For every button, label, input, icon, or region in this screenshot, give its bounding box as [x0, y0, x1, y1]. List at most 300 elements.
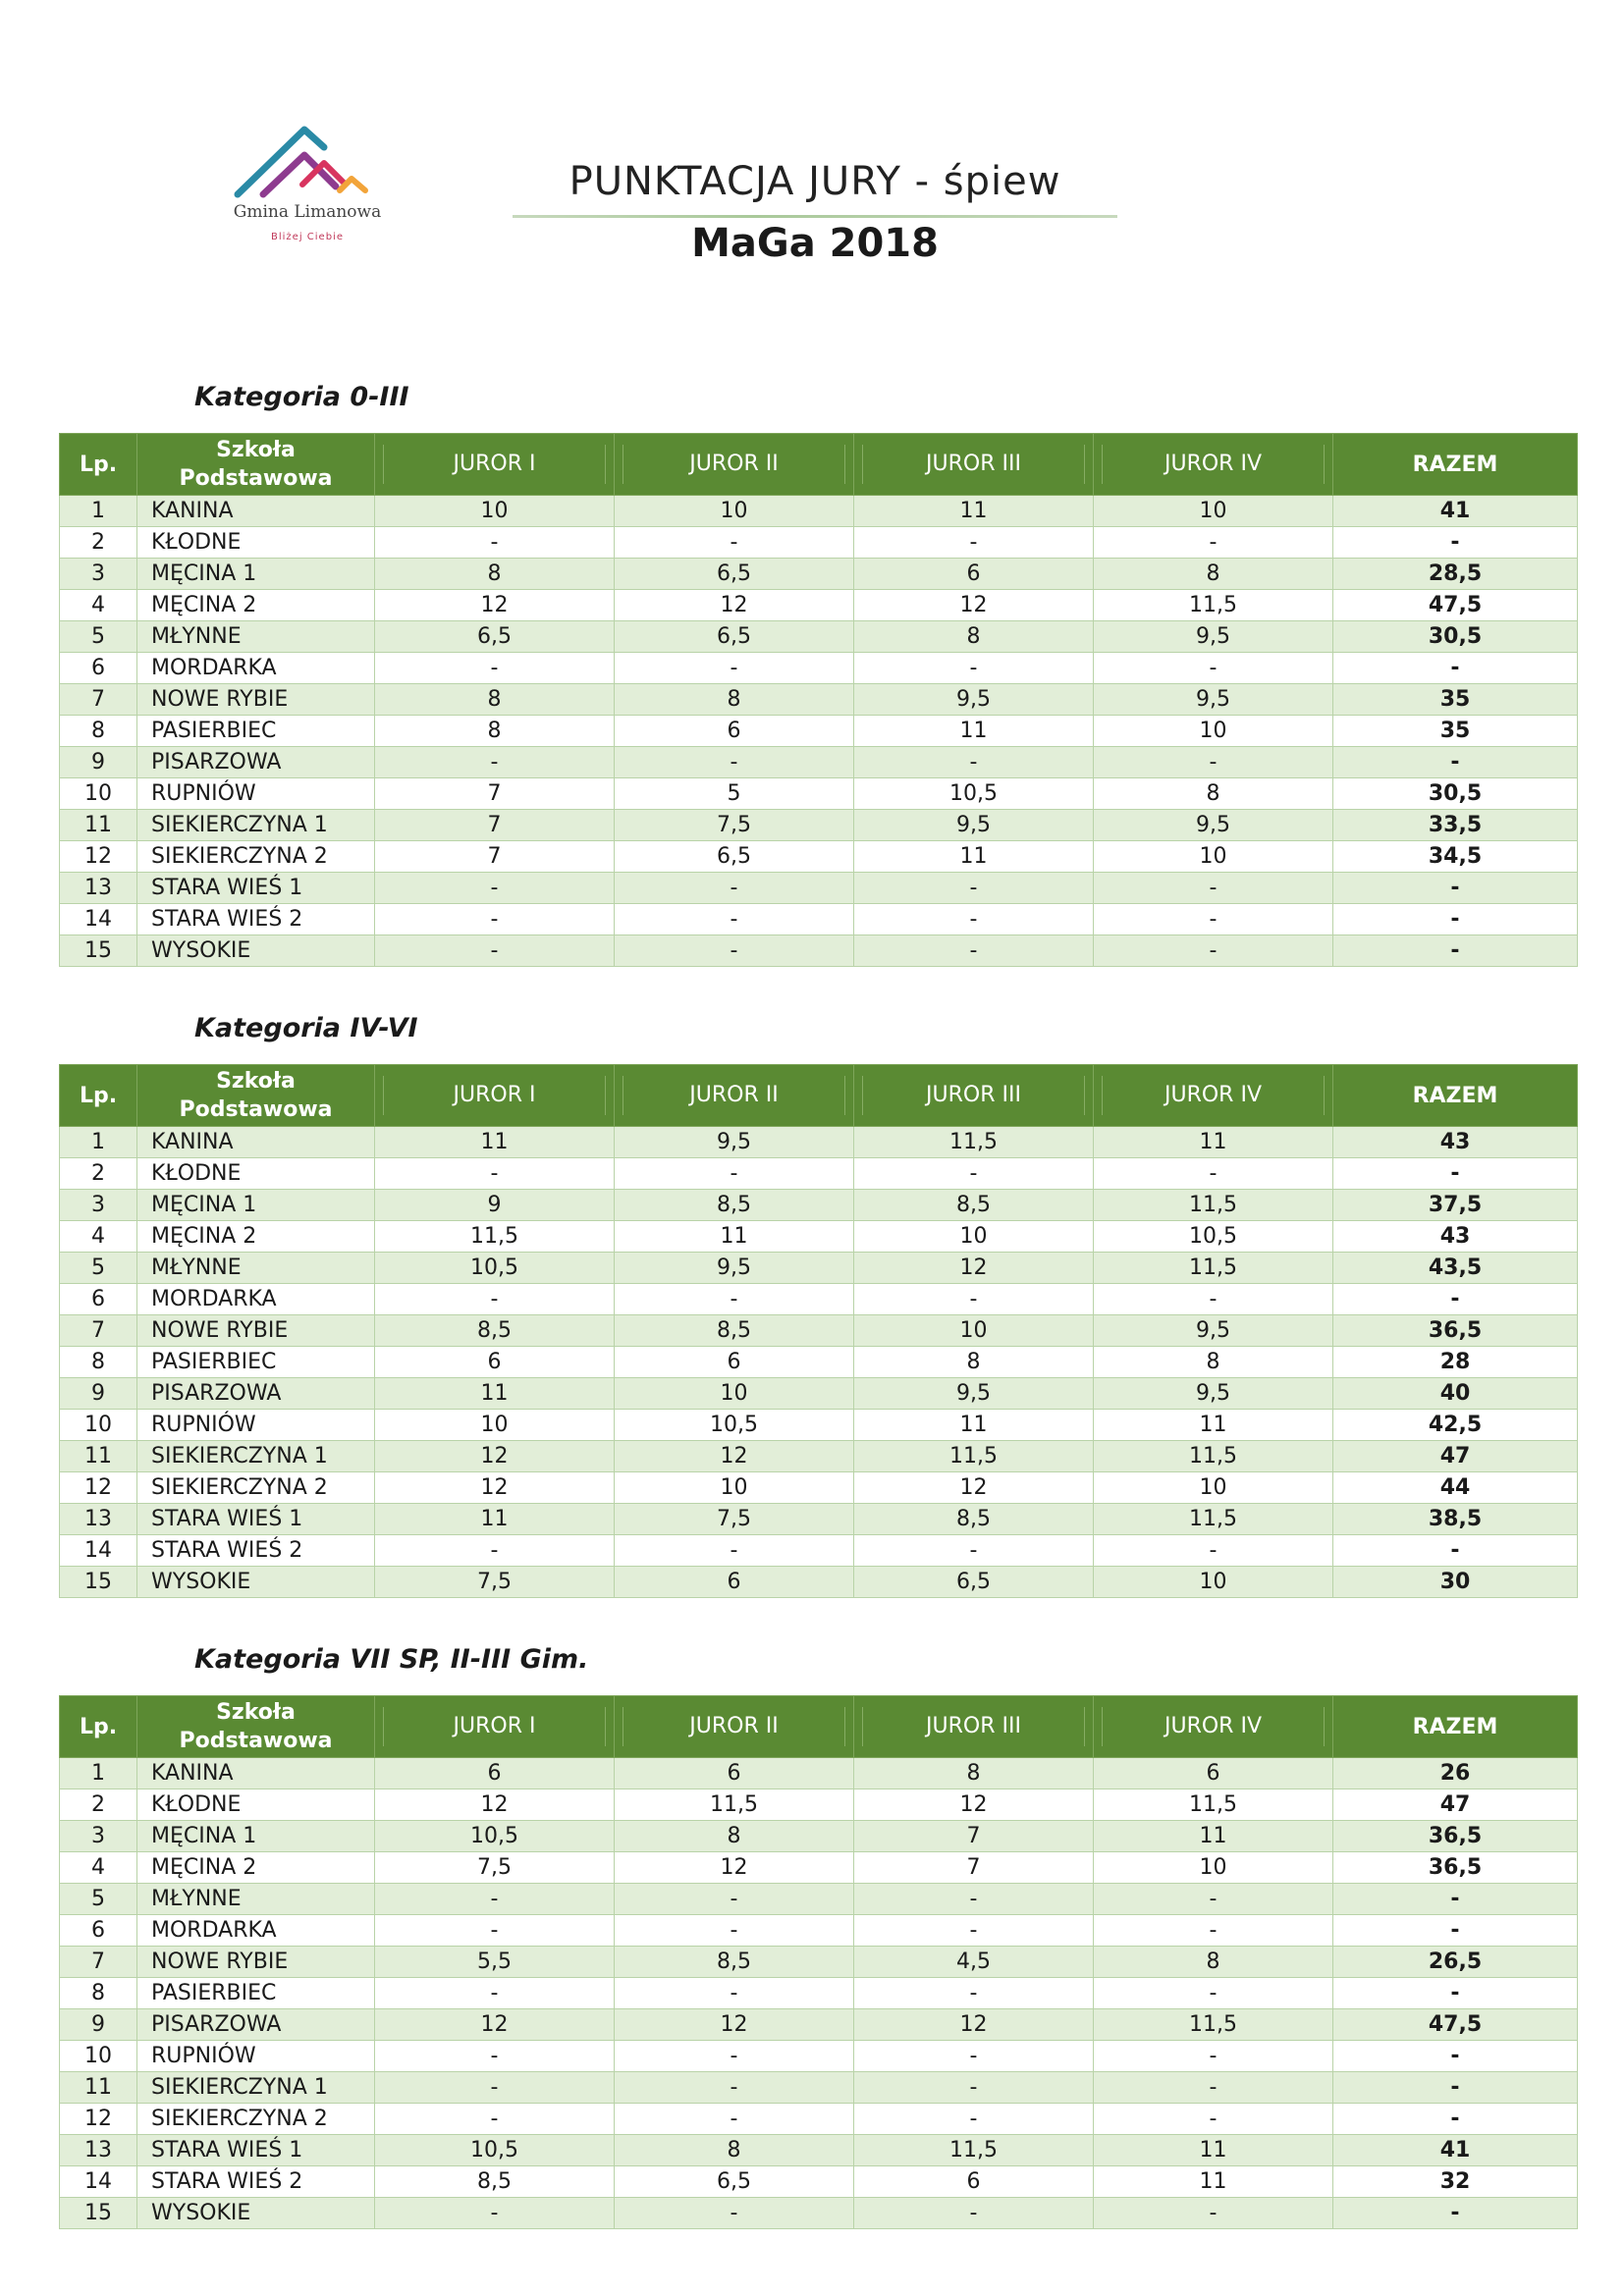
- cell-juror2: 8: [615, 1821, 854, 1852]
- cell-juror4: -: [1094, 527, 1333, 559]
- col-header-juror3: [854, 1065, 1094, 1127]
- table-row: [60, 527, 1578, 559]
- cell-school: NOWE RYBIE: [137, 1315, 375, 1347]
- cell-juror2: -: [615, 653, 854, 684]
- col-header-label: JUROR II: [623, 1076, 845, 1115]
- col-header-school-line1: Szkoła: [216, 1700, 296, 1725]
- cell-juror2: 6: [615, 1567, 854, 1598]
- cell-juror2: -: [615, 2198, 854, 2229]
- cell-total: -: [1333, 873, 1578, 904]
- table-row: [60, 1221, 1578, 1253]
- cell-juror1: 7: [375, 778, 615, 810]
- cell-total: 36,5: [1333, 1821, 1578, 1852]
- cell-lp: 5: [60, 1253, 137, 1284]
- cell-juror3: -: [854, 904, 1094, 935]
- cell-juror2: 7,5: [615, 1504, 854, 1535]
- cell-total: 47,5: [1333, 2009, 1578, 2041]
- cell-juror1: 8: [375, 559, 615, 590]
- cell-lp: 14: [60, 2166, 137, 2198]
- cell-total: 30: [1333, 1567, 1578, 1598]
- cell-juror4: 11,5: [1094, 1504, 1333, 1535]
- cell-juror2: -: [615, 1978, 854, 2009]
- col-header-school: [137, 434, 375, 496]
- cell-juror3: -: [854, 1158, 1094, 1190]
- table-row: [60, 1852, 1578, 1884]
- cell-juror4: 11,5: [1094, 2009, 1333, 2041]
- cell-juror4: 11: [1094, 2166, 1333, 2198]
- cell-total: 47: [1333, 1441, 1578, 1472]
- cell-juror4: 10: [1094, 841, 1333, 873]
- table-row: [60, 747, 1578, 778]
- cell-juror2: -: [615, 1884, 854, 1915]
- cell-juror2: 10: [615, 1378, 854, 1410]
- table-row: [60, 621, 1578, 653]
- cell-juror3: 12: [854, 1789, 1094, 1821]
- cell-school: STARA WIEŚ 1: [137, 2135, 375, 2166]
- table-row: [60, 590, 1578, 621]
- cell-juror4: 10: [1094, 1852, 1333, 1884]
- cell-juror2: 10,5: [615, 1410, 854, 1441]
- logo-name: Gmina Limanowa: [233, 202, 382, 222]
- cell-juror1: 10: [375, 1410, 615, 1441]
- cell-school: MĘCINA 1: [137, 1190, 375, 1221]
- cell-total: -: [1333, 2041, 1578, 2072]
- cell-juror1: -: [375, 747, 615, 778]
- cell-juror4: -: [1094, 935, 1333, 967]
- cell-total: 30,5: [1333, 778, 1578, 810]
- cell-school: SIEKIERCZYNA 2: [137, 2104, 375, 2135]
- table-row: [60, 1789, 1578, 1821]
- cell-lp: 3: [60, 1190, 137, 1221]
- cell-lp: 3: [60, 559, 137, 590]
- cell-school: SIEKIERCZYNA 2: [137, 841, 375, 873]
- cell-juror2: 6,5: [615, 2166, 854, 2198]
- cell-juror4: 11: [1094, 2135, 1333, 2166]
- cell-juror4: 11,5: [1094, 1789, 1333, 1821]
- cell-juror4: -: [1094, 2041, 1333, 2072]
- table-row: [60, 1284, 1578, 1315]
- cell-total: 43: [1333, 1127, 1578, 1158]
- cell-school: RUPNIÓW: [137, 778, 375, 810]
- cell-juror4: -: [1094, 653, 1333, 684]
- cell-juror2: 8: [615, 684, 854, 716]
- cell-total: -: [1333, 747, 1578, 778]
- cell-lp: 9: [60, 1378, 137, 1410]
- cell-total: -: [1333, 527, 1578, 559]
- cell-juror1: -: [375, 653, 615, 684]
- cell-school: PISARZOWA: [137, 747, 375, 778]
- cell-total: 30,5: [1333, 621, 1578, 653]
- cell-juror3: 9,5: [854, 1378, 1094, 1410]
- cell-juror2: -: [615, 2041, 854, 2072]
- cell-juror2: 6: [615, 1758, 854, 1789]
- cell-juror2: 6: [615, 1347, 854, 1378]
- cell-juror1: 7: [375, 810, 615, 841]
- cell-juror1: 6: [375, 1347, 615, 1378]
- cell-juror4: 8: [1094, 1347, 1333, 1378]
- cell-school: PASIERBIEC: [137, 716, 375, 747]
- cell-juror1: 6,5: [375, 621, 615, 653]
- table-row: [60, 1190, 1578, 1221]
- table-row: [60, 2135, 1578, 2166]
- cell-total: -: [1333, 653, 1578, 684]
- cell-juror4: -: [1094, 1915, 1333, 1947]
- cell-school: STARA WIEŚ 1: [137, 873, 375, 904]
- cell-lp: 15: [60, 2198, 137, 2229]
- cell-school: MĘCINA 2: [137, 1852, 375, 1884]
- table-row: [60, 1758, 1578, 1789]
- cell-juror2: 8,5: [615, 1947, 854, 1978]
- cell-total: -: [1333, 904, 1578, 935]
- cell-juror1: 11: [375, 1378, 615, 1410]
- col-header-label: JUROR II: [623, 445, 845, 484]
- cell-juror2: 11,5: [615, 1789, 854, 1821]
- cell-juror2: 12: [615, 590, 854, 621]
- table-row: [60, 1347, 1578, 1378]
- col-header-juror4: [1094, 1696, 1333, 1758]
- col-header-lp: Lp.: [60, 434, 137, 496]
- cell-lp: 1: [60, 1758, 137, 1789]
- cell-juror3: 8,5: [854, 1190, 1094, 1221]
- cell-juror4: 10: [1094, 496, 1333, 527]
- cell-school: MORDARKA: [137, 1915, 375, 1947]
- cell-total: 47: [1333, 1789, 1578, 1821]
- cell-total: 26,5: [1333, 1947, 1578, 1978]
- col-header-juror3: [854, 1696, 1094, 1758]
- table-row: [60, 2041, 1578, 2072]
- col-header-label: JUROR IV: [1102, 445, 1325, 484]
- cell-lp: 10: [60, 1410, 137, 1441]
- cell-juror3: 8: [854, 1758, 1094, 1789]
- cell-school: PISARZOWA: [137, 2009, 375, 2041]
- cell-lp: 12: [60, 1472, 137, 1504]
- cell-total: -: [1333, 1158, 1578, 1190]
- table-row: [60, 1821, 1578, 1852]
- cell-lp: 15: [60, 935, 137, 967]
- cell-juror2: -: [615, 1535, 854, 1567]
- col-header-total: RAZEM: [1333, 1696, 1578, 1758]
- cell-juror3: 6,5: [854, 1567, 1094, 1598]
- cell-school: MORDARKA: [137, 1284, 375, 1315]
- cell-lp: 11: [60, 810, 137, 841]
- cell-school: MŁYNNE: [137, 1253, 375, 1284]
- cell-juror3: 8,5: [854, 1504, 1094, 1535]
- cell-school: KŁODNE: [137, 527, 375, 559]
- cell-juror3: 10: [854, 1315, 1094, 1347]
- cell-lp: 6: [60, 1915, 137, 1947]
- col-header-label: JUROR II: [623, 1707, 845, 1746]
- cell-total: 36,5: [1333, 1852, 1578, 1884]
- cell-lp: 6: [60, 653, 137, 684]
- cell-lp: 12: [60, 841, 137, 873]
- table-row: [60, 1378, 1578, 1410]
- cell-juror1: 11,5: [375, 1221, 615, 1253]
- cell-juror4: -: [1094, 1884, 1333, 1915]
- cell-lp: 9: [60, 747, 137, 778]
- cell-juror4: 8: [1094, 559, 1333, 590]
- col-header-label: JUROR III: [862, 1707, 1085, 1746]
- cell-juror4: -: [1094, 904, 1333, 935]
- cell-juror1: -: [375, 1535, 615, 1567]
- col-header-juror1: [375, 1065, 615, 1127]
- cell-juror3: 11: [854, 841, 1094, 873]
- col-header-total: RAZEM: [1333, 1065, 1578, 1127]
- cell-juror1: -: [375, 873, 615, 904]
- cell-juror1: 7: [375, 841, 615, 873]
- cell-juror2: 7,5: [615, 810, 854, 841]
- col-header-label: JUROR III: [862, 1076, 1085, 1115]
- cell-juror3: 8: [854, 621, 1094, 653]
- cell-juror1: 7,5: [375, 1852, 615, 1884]
- cell-lp: 13: [60, 2135, 137, 2166]
- cell-juror2: -: [615, 527, 854, 559]
- col-header-school-line1: Szkoła: [216, 438, 296, 462]
- cell-school: MĘCINA 2: [137, 590, 375, 621]
- col-header-school-line1: Szkoła: [216, 1069, 296, 1094]
- cell-juror1: 12: [375, 1789, 615, 1821]
- table-row: [60, 684, 1578, 716]
- cell-lp: 10: [60, 778, 137, 810]
- cell-lp: 11: [60, 1441, 137, 1472]
- cell-school: STARA WIEŚ 2: [137, 904, 375, 935]
- cell-juror2: -: [615, 1915, 854, 1947]
- logo-tagline: Bliżej Ciebie: [271, 232, 344, 242]
- cell-juror3: 11,5: [854, 1127, 1094, 1158]
- cell-total: 44: [1333, 1472, 1578, 1504]
- cell-juror4: 10,5: [1094, 1221, 1333, 1253]
- table-row: [60, 2072, 1578, 2104]
- cell-juror2: 8,5: [615, 1190, 854, 1221]
- cell-lp: 1: [60, 496, 137, 527]
- cell-lp: 13: [60, 1504, 137, 1535]
- cell-juror3: -: [854, 1535, 1094, 1567]
- cell-total: -: [1333, 1284, 1578, 1315]
- cell-school: PASIERBIEC: [137, 1978, 375, 2009]
- cell-juror4: 9,5: [1094, 1315, 1333, 1347]
- cell-school: KŁODNE: [137, 1789, 375, 1821]
- cell-juror1: -: [375, 2104, 615, 2135]
- table-header-row: [60, 1696, 1578, 1758]
- cell-total: 47,5: [1333, 590, 1578, 621]
- cell-juror3: 11: [854, 1410, 1094, 1441]
- cell-juror3: -: [854, 1284, 1094, 1315]
- cell-juror1: 12: [375, 590, 615, 621]
- cell-juror1: -: [375, 1284, 615, 1315]
- cell-juror3: -: [854, 1884, 1094, 1915]
- cell-juror3: 6: [854, 2166, 1094, 2198]
- cell-school: SIEKIERCZYNA 1: [137, 2072, 375, 2104]
- cell-total: 35: [1333, 684, 1578, 716]
- cell-juror4: -: [1094, 1284, 1333, 1315]
- cell-lp: 4: [60, 1221, 137, 1253]
- cell-juror4: -: [1094, 2072, 1333, 2104]
- cell-juror2: 12: [615, 1441, 854, 1472]
- cell-juror3: 11: [854, 716, 1094, 747]
- cell-juror2: 11: [615, 1221, 854, 1253]
- col-header-juror4: [1094, 1065, 1333, 1127]
- cell-juror1: 10,5: [375, 2135, 615, 2166]
- cell-school: PISARZOWA: [137, 1378, 375, 1410]
- cell-juror2: 8,5: [615, 1315, 854, 1347]
- table-row: [60, 1253, 1578, 1284]
- cell-juror2: 8: [615, 2135, 854, 2166]
- cell-juror1: 12: [375, 1441, 615, 1472]
- col-header-label: JUROR I: [383, 445, 606, 484]
- table-header-row: [60, 1065, 1578, 1127]
- cell-school: MORDARKA: [137, 653, 375, 684]
- table-row: [60, 1947, 1578, 1978]
- cell-juror4: 11,5: [1094, 1190, 1333, 1221]
- col-header-total: RAZEM: [1333, 434, 1578, 496]
- cell-juror2: -: [615, 935, 854, 967]
- cell-school: SIEKIERCZYNA 2: [137, 1472, 375, 1504]
- cell-lp: 9: [60, 2009, 137, 2041]
- table-row: [60, 778, 1578, 810]
- cell-juror4: 11: [1094, 1821, 1333, 1852]
- cell-juror3: -: [854, 873, 1094, 904]
- cell-juror4: 8: [1094, 1947, 1333, 1978]
- cell-juror3: 7: [854, 1852, 1094, 1884]
- cell-juror1: 8: [375, 716, 615, 747]
- cell-school: NOWE RYBIE: [137, 684, 375, 716]
- cell-juror1: 8: [375, 684, 615, 716]
- table-row: [60, 1127, 1578, 1158]
- cell-lp: 3: [60, 1821, 137, 1852]
- table-row: [60, 716, 1578, 747]
- table-row: [60, 810, 1578, 841]
- cell-school: WYSOKIE: [137, 2198, 375, 2229]
- scores-table: [59, 1695, 1578, 2229]
- category-heading: Kategoria IV-VI: [194, 1013, 418, 1043]
- table-header-row: [60, 434, 1578, 496]
- col-header-juror2: [615, 1696, 854, 1758]
- cell-total: 41: [1333, 2135, 1578, 2166]
- cell-juror1: 7,5: [375, 1567, 615, 1598]
- col-header-juror2: [615, 1065, 854, 1127]
- cell-school: MĘCINA 2: [137, 1221, 375, 1253]
- cell-juror3: 10,5: [854, 778, 1094, 810]
- table-row: [60, 2104, 1578, 2135]
- cell-lp: 11: [60, 2072, 137, 2104]
- cell-total: 43: [1333, 1221, 1578, 1253]
- cell-lp: 7: [60, 684, 137, 716]
- cell-juror1: -: [375, 2198, 615, 2229]
- cell-juror1: 9: [375, 1190, 615, 1221]
- cell-juror3: -: [854, 527, 1094, 559]
- table-row: [60, 1884, 1578, 1915]
- table-row: [60, 1410, 1578, 1441]
- cell-school: MĘCINA 1: [137, 559, 375, 590]
- cell-juror2: 6,5: [615, 559, 854, 590]
- cell-total: 37,5: [1333, 1190, 1578, 1221]
- cell-total: 43,5: [1333, 1253, 1578, 1284]
- cell-school: SIEKIERCZYNA 1: [137, 810, 375, 841]
- cell-juror4: 9,5: [1094, 684, 1333, 716]
- cell-total: 33,5: [1333, 810, 1578, 841]
- cell-school: STARA WIEŚ 2: [137, 1535, 375, 1567]
- cell-juror4: 9,5: [1094, 1378, 1333, 1410]
- cell-juror4: 11,5: [1094, 590, 1333, 621]
- cell-lp: 13: [60, 873, 137, 904]
- col-header-lp: Lp.: [60, 1696, 137, 1758]
- table-row: [60, 841, 1578, 873]
- cell-school: KŁODNE: [137, 1158, 375, 1190]
- table-row: [60, 2009, 1578, 2041]
- table-row: [60, 1158, 1578, 1190]
- cell-juror1: -: [375, 904, 615, 935]
- cell-juror2: -: [615, 1158, 854, 1190]
- col-header-label: JUROR I: [383, 1707, 606, 1746]
- table-row: [60, 1535, 1578, 1567]
- cell-total: -: [1333, 1535, 1578, 1567]
- cell-juror3: -: [854, 1915, 1094, 1947]
- col-header-juror3: [854, 434, 1094, 496]
- col-header-juror2: [615, 434, 854, 496]
- cell-school: STARA WIEŚ 1: [137, 1504, 375, 1535]
- cell-juror3: 11: [854, 496, 1094, 527]
- cell-juror2: 10: [615, 496, 854, 527]
- cell-juror4: 9,5: [1094, 810, 1333, 841]
- table-row: [60, 1441, 1578, 1472]
- cell-juror3: -: [854, 2104, 1094, 2135]
- cell-total: 35: [1333, 716, 1578, 747]
- cell-lp: 14: [60, 1535, 137, 1567]
- cell-total: 41: [1333, 496, 1578, 527]
- col-header-label: JUROR IV: [1102, 1076, 1325, 1115]
- cell-juror2: 10: [615, 1472, 854, 1504]
- mountains-logo-icon: [234, 126, 381, 199]
- col-header-label: JUROR III: [862, 445, 1085, 484]
- cell-total: -: [1333, 1978, 1578, 2009]
- cell-juror1: -: [375, 935, 615, 967]
- col-header-school-line2: Podstawowa: [179, 1729, 333, 1753]
- cell-juror3: 6: [854, 559, 1094, 590]
- cell-total: -: [1333, 935, 1578, 967]
- table-row: [60, 1504, 1578, 1535]
- cell-juror3: -: [854, 2198, 1094, 2229]
- table-row: [60, 1315, 1578, 1347]
- cell-juror4: -: [1094, 1535, 1333, 1567]
- cell-total: 36,5: [1333, 1315, 1578, 1347]
- table-row: [60, 496, 1578, 527]
- cell-juror1: 12: [375, 2009, 615, 2041]
- cell-juror1: 10,5: [375, 1253, 615, 1284]
- cell-total: -: [1333, 2104, 1578, 2135]
- cell-total: 38,5: [1333, 1504, 1578, 1535]
- scores-table: [59, 1064, 1578, 1598]
- cell-juror2: -: [615, 2072, 854, 2104]
- cell-juror1: 6: [375, 1758, 615, 1789]
- cell-lp: 8: [60, 716, 137, 747]
- cell-juror3: 9,5: [854, 684, 1094, 716]
- cell-school: RUPNIÓW: [137, 1410, 375, 1441]
- cell-juror1: 5,5: [375, 1947, 615, 1978]
- cell-juror1: -: [375, 1158, 615, 1190]
- cell-juror2: -: [615, 904, 854, 935]
- cell-total: -: [1333, 2072, 1578, 2104]
- cell-lp: 12: [60, 2104, 137, 2135]
- cell-juror2: 12: [615, 2009, 854, 2041]
- cell-juror4: 10: [1094, 1472, 1333, 1504]
- cell-juror1: 11: [375, 1127, 615, 1158]
- table-row: [60, 2166, 1578, 2198]
- cell-juror2: 6,5: [615, 621, 854, 653]
- category-heading: Kategoria 0-III: [194, 382, 409, 412]
- cell-total: 40: [1333, 1378, 1578, 1410]
- cell-juror1: 12: [375, 1472, 615, 1504]
- cell-juror4: 11,5: [1094, 1253, 1333, 1284]
- cell-juror2: -: [615, 873, 854, 904]
